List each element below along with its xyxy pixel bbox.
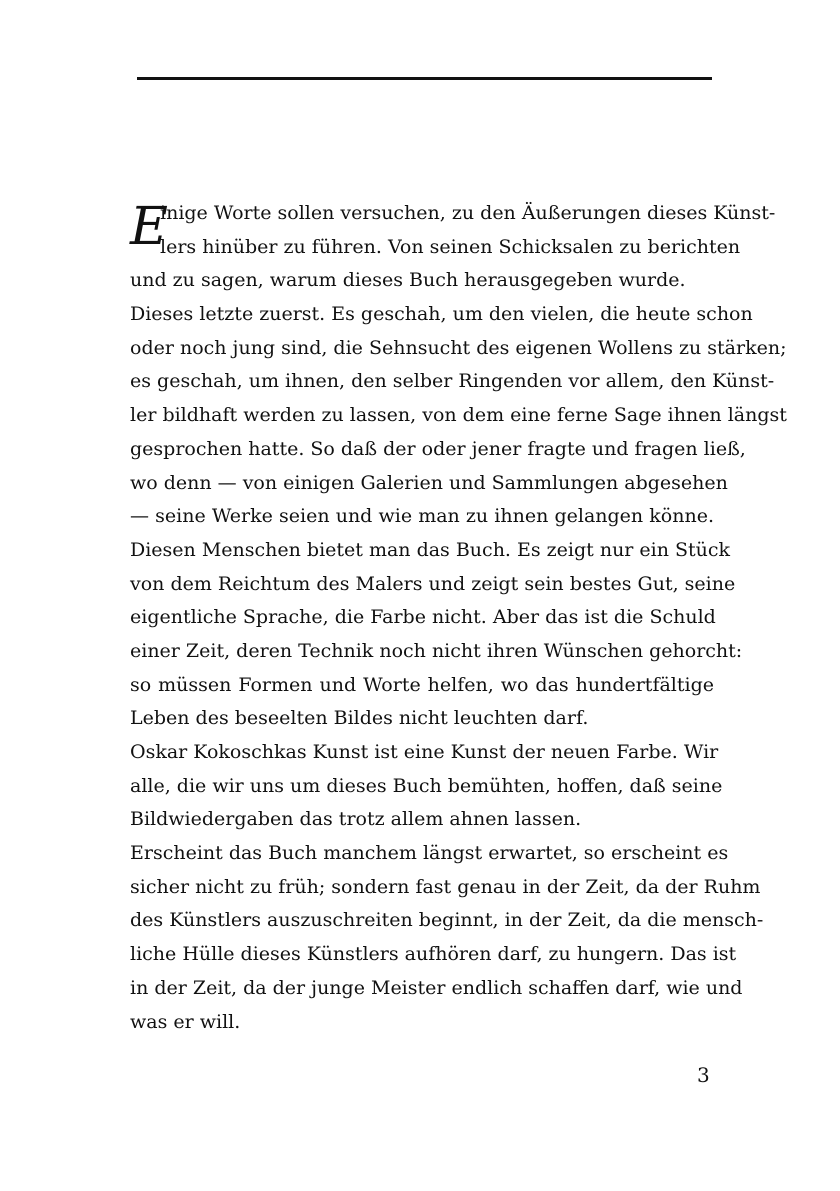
text-line-25: was er will. — [130, 1010, 241, 1033]
text-line-8: gesprochen hatte. So daß der oder jener fragte und fragen ließ, — [130, 437, 746, 460]
text-line-24: in der Zeit, da der junge Meister endlich schaffen darf, wie und — [130, 976, 743, 999]
text-line-12: von dem Reichtum des Malers und zeigt sein bestes Gut, seine — [130, 572, 736, 595]
page-number: 3 — [697, 1063, 710, 1087]
text-line-1-content: inige Worte sollen versuchen, zu den Äußerungen dieses Künst- — [160, 202, 776, 224]
text-line-23: liche Hülle dieses Künstlers aufhören darf, zu hungern. Das ist — [130, 943, 737, 966]
text-line-6: es geschah, um ihnen, den selber Ringenden vor allem, den Künst- — [130, 370, 775, 393]
text-line-2: lers hinüber zu führen. Von seinen Schicksalen zu berichten — [160, 235, 741, 258]
drop-cap: E — [130, 197, 168, 257]
text-line-14: einer Zeit, deren Technik noch nicht ihren Wünschen gehorcht: — [130, 639, 743, 662]
text-line-13: eigentliche Sprache, die Farbe nicht. Aber das ist die Schuld — [130, 606, 716, 629]
text-line-9: wo denn — von einigen Galerien und Sammlungen abgesehen — [130, 471, 728, 494]
text-line-22: des Künstlers auszuschreiten beginnt, in der Zeit, da die mensch- — [130, 909, 764, 932]
text-line-16: Leben des beseelten Bildes nicht leuchten darf. — [130, 707, 589, 730]
header-rule — [137, 77, 712, 80]
body-text — [130, 197, 787, 1039]
text-line-15: so müssen Formen und Worte helfen, wo das hundertfältige — [130, 673, 714, 696]
text-line-17: Oskar Kokoschkas Kunst ist eine Kunst der neuen Farbe. Wir — [130, 741, 719, 763]
text-line-20: Erscheint das Buch manchem längst erwartet, so erscheint es — [130, 842, 729, 865]
text-line-7: ler bildhaft werden zu lassen, von dem eine ferne Sage ihnen längst — [130, 404, 787, 427]
text-line-21: sicher nicht zu früh; sondern fast genau in der Zeit, da der Ruhm — [130, 875, 761, 898]
text-line-5: oder noch jung sind, die Sehnsucht des eigenen Wollens zu stärken; — [130, 336, 787, 359]
text-line-10: — seine Werke seien und wie man zu ihnen gelangen könne. — [130, 505, 714, 528]
text-line-19: Bildwiedergaben das trotz allem ahnen lassen. — [130, 808, 582, 831]
text-line-18: alle, die wir uns um dieses Buch bemühten, hoffen, daß seine — [130, 774, 723, 797]
text-line-3: und zu sagen, warum dieses Buch herausgegeben wurde. — [130, 269, 686, 292]
text-line-11: Diesen Menschen bietet man das Buch. Es zeigt nur ein Stück — [130, 538, 731, 561]
text-line-4: Dieses letzte zuerst. Es geschah, um den vielen, die heute schon — [130, 303, 753, 326]
